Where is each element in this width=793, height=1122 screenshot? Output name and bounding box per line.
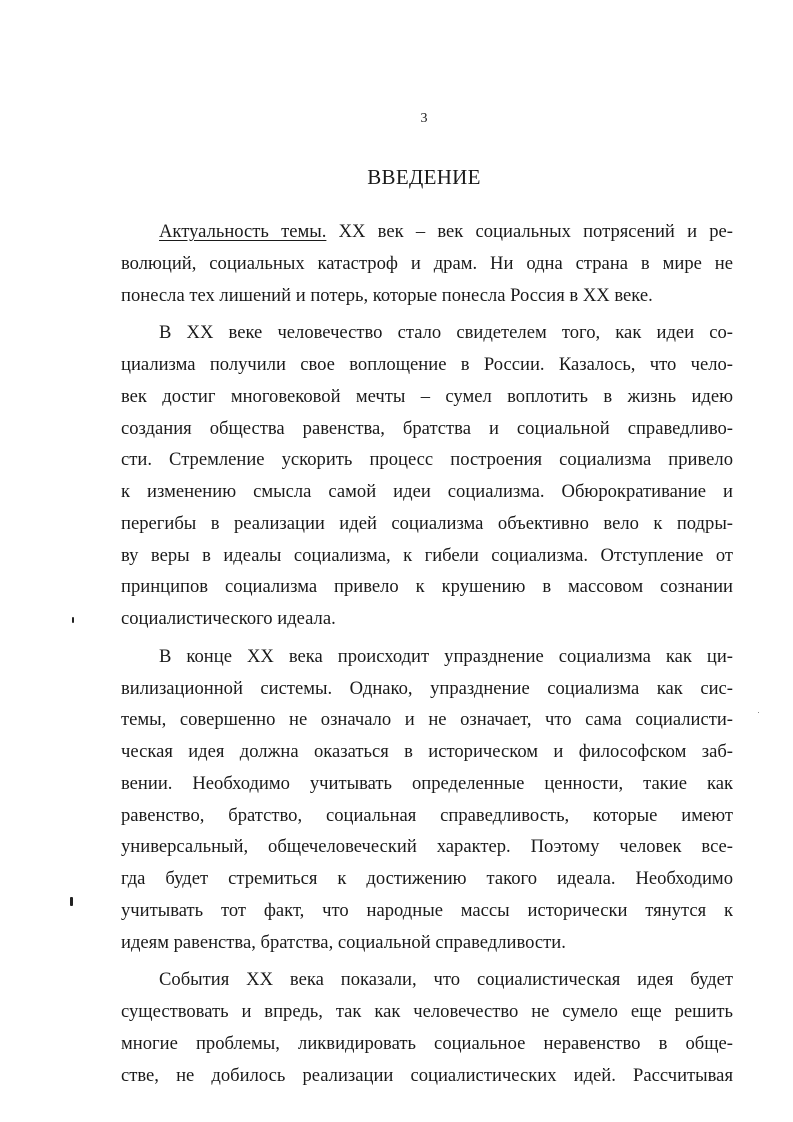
text-line: многие проблемы, ликвидировать социальное неравенство в обще- bbox=[121, 1032, 733, 1054]
text-line: создания общества равенства, братства и социальной справедливо- bbox=[121, 417, 733, 439]
page-title: ВВЕДЕНИЕ bbox=[367, 165, 481, 189]
text-line: темы, совершенно не означало и не означает, что сама социалисти- bbox=[121, 709, 733, 731]
scan-speck bbox=[70, 897, 73, 906]
text-line: вении. Необходимо учитывать определенные ценности, такие как bbox=[121, 772, 733, 794]
text-line: равенство, братство, социальная справедливость, которые имеют bbox=[121, 804, 733, 826]
text-line: волюций, социальных катастроф и драм. Ни одна страна в мире не bbox=[121, 252, 733, 274]
section-heading-relevance: Актуальность темы. bbox=[159, 221, 327, 242]
text-line: век достиг многовековой мечты – сумел воплотить в жизнь идею bbox=[121, 385, 733, 407]
text-line: существовать и впредь, так как человечество не сумело еще решить bbox=[121, 1001, 733, 1022]
scan-speck bbox=[72, 617, 74, 623]
body-text bbox=[121, 216, 733, 1091]
paragraph-end-of-century bbox=[121, 641, 733, 959]
paragraph-socialism-in-russia bbox=[121, 317, 733, 635]
text-line: События XX века показали, что социалистическая идея будет bbox=[159, 969, 733, 991]
text-line: ву веры в идеалы социализма, к гибели социализма. Отступление от bbox=[121, 544, 733, 566]
text-line: ческая идея должна оказаться в историческом и философском заб- bbox=[121, 741, 733, 762]
text-line: гда будет стремиться к достижению такого идеала. Необходимо bbox=[121, 868, 733, 889]
text-line: к изменению смысла самой идеи социализма. Обюрокративание и bbox=[121, 481, 733, 502]
text-fragment: XX век – век социальных потрясений и ре- bbox=[326, 221, 733, 242]
text-line: универсальный, общечеловеческий характер. Поэтому человек все- bbox=[121, 836, 733, 858]
paragraph-relevance bbox=[121, 216, 733, 311]
text-line: идеям равенства, братства, социальной справедливости. bbox=[121, 931, 566, 953]
text-line: учитывать тот факт, что народные массы исторически тянутся к bbox=[121, 899, 733, 921]
text-line bbox=[121, 216, 733, 248]
paragraph-events-of-century bbox=[121, 964, 733, 1091]
page-number: 3 bbox=[420, 111, 428, 126]
text-line: циализма получили свое воплощение в России. Казалось, что чело- bbox=[121, 354, 733, 375]
text-line: сти. Стремление ускорить процесс построения социализма привело bbox=[121, 449, 733, 471]
text-line: вилизационной системы. Однако, упразднение социализма как сис- bbox=[121, 677, 733, 699]
scan-speck bbox=[758, 712, 759, 713]
text-line: перегибы в реализации идей социализма объективно вело к подры- bbox=[121, 512, 733, 534]
text-line: принципов социализма привело к крушению в массовом сознании bbox=[121, 576, 733, 598]
text-line: В конце XX века происходит упразднение социализма как ци- bbox=[159, 645, 733, 667]
text-line: понесла тех лишений и потерь, которые понесла Россия в XX веке. bbox=[121, 284, 653, 306]
text-line: В XX веке человечество стало свидетелем того, как идеи со- bbox=[159, 322, 733, 344]
text-line: социалистического идеала. bbox=[121, 608, 336, 629]
text-line: стве, не добилось реализации социалистических идей. Рассчитывая bbox=[121, 1064, 733, 1086]
